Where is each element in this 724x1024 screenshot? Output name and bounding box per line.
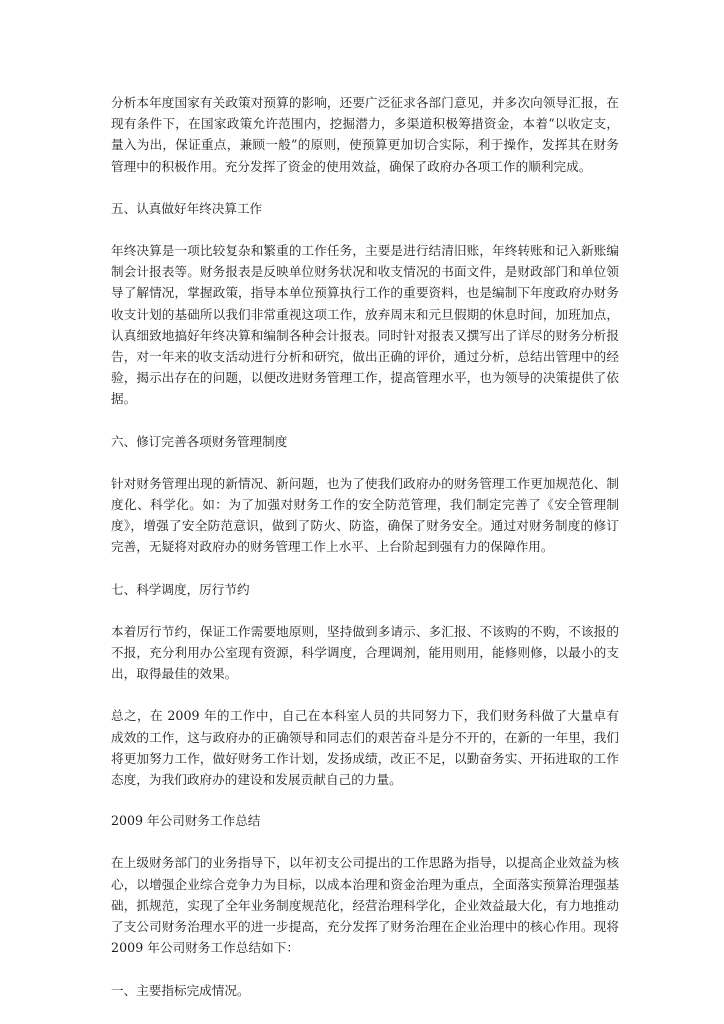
- heading-section-7: 七、科学调度，厉行节约: [111, 581, 250, 597]
- heading-section-6: 六、修订完善各项财务管理制度: [111, 433, 288, 449]
- heading-2009-summary: 2009 年公司财务工作总结: [111, 813, 261, 829]
- paragraph-year-end-accounts: 年终决算是一项比较复杂和繁重的工作任务，主要是进行结清旧账，年终转账和记入新账编制会计报表等。财务报表是反映单位财务状况和收支情况的书面文件，是财政部门和单位领导了解情况，掌握政策，指导本单位预算执行工作的重要资料，也是编制下年度政府办财务收支计划的基础所以我们非常重视这项工作，放弃周末和元旦假期的休息时间，加班加点，认真细致地搞好年终决算和编制各种会计报表。同时针对报表又撰写出了详尽的财务分析报告，对一年来的收支活动进行分析和研究，做出正确的评价，通过分析，总结出管理中的经验，揭示出存在的问题，以便改进财务管理工作，提高管理水平，也为领导的决策提供了依据。: [111, 243, 619, 407]
- paragraph-conclusion: 总之，在 2009 年的工作中，自己在本科室人员的共同努力下，我们财务科做了大量卓有成效的工作，这与政府办的正确领导和同志们的艰苦奋斗是分不开的，在新的一年里，我们将更加努力工作，做好财务工作计划，发扬成绩，改正不足，以勤奋务实、开拓进取的工作态度，为我们政府办的建设和发展贡献自己的力量。: [111, 708, 619, 788]
- paragraph-frugality: 本着厉行节约，保证工作需要地原则，坚持做到多请示、多汇报、不该购的不购，不该报的不报，充分利用办公室现有资源，科学调度，合理调剂，能用则用，能修则修，以最小的支出，取得最佳的效果。: [111, 623, 619, 682]
- heading-main-indicators: 一、主要指标完成情况。: [111, 982, 250, 998]
- paragraph-management-rules: 针对财务管理出现的新情况、新问题，也为了使我们政府办的财务管理工作更加规范化、制度化、科学化。如：为了加强对财务工作的安全防范管理，我们制定完善了《安全管理制度》，增强了安全防范意识，做到了防火、防盗，确保了财务安全。通过对财务制度的修订完善，无疑将对政府办的财务管理工作上水平、上台阶起到强有力的保障作用。: [111, 475, 619, 555]
- paragraph-company-finance-intro: 在上级财务部门的业务指导下，以年初支公司提出的工作思路为指导，以提高企业效益为核心，以增强企业综合竞争力为目标，以成本治理和资金治理为重点，全面落实预算治理强基础，抓规范，实现了全年业务制度规范化，经营治理科学化，企业效益最大化，有力地推动了支公司财务治理水平的进一步提高，充分发挥了财务治理在企业治理中的核心作用。现将 2009 年公司财务工作总结如下：: [111, 855, 619, 956]
- paragraph-budget-impact: 分析本年度国家有关政策对预算的影响，还要广泛征求各部门意见，并多次向领导汇报，在现有条件下，在国家政策允许范围内，挖掘潜力，多渠道积极筹措资金，本着“以收定支，量入为出，保证重点，兼顾一般”的原则，使预算更加切合实际，利于操作，发挥其在财务管理中的积极作用。充分发挥了资金的使用效益，确保了政府办各项工作的顺利完成。: [111, 95, 619, 174]
- heading-section-5: 五、认真做好年终决算工作: [111, 200, 263, 216]
- document-page: [111, 92, 619, 1001]
